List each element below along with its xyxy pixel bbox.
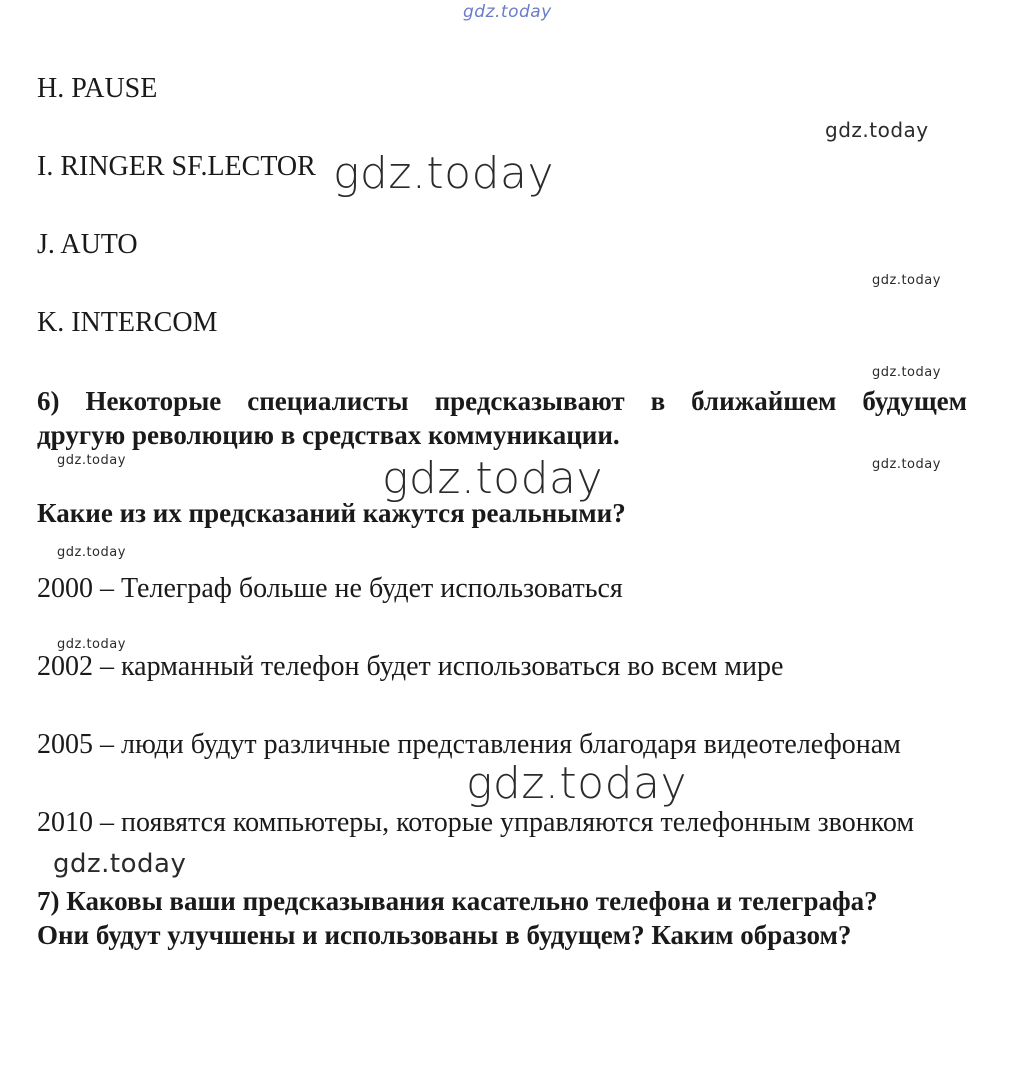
item-i: I. RINGER SF.LECTOR xyxy=(37,151,316,182)
question-6-line-2: другую революцию в средствах коммуникации. xyxy=(37,420,620,450)
prediction-2005: 2005 – люди будут различные представления благодаря видеотелефонам xyxy=(37,729,901,760)
watermark-large-2: gdz.today xyxy=(382,453,604,504)
watermark-large-1: gdz.today xyxy=(333,148,555,199)
watermark-large-3: gdz.today xyxy=(466,758,688,809)
question-6-line-1: 6) Некоторые специалисты предсказывают в ближайшем будущем xyxy=(37,386,967,416)
question-7-line-1: 7) Каковы ваши предсказывания касательно телефона и телеграфа? xyxy=(37,886,878,916)
watermark-right-1: gdz.today xyxy=(825,118,929,142)
question-6-subquestion: Какие из их предсказаний кажутся реальными? xyxy=(37,498,626,528)
watermark-left-4: gdz.today xyxy=(53,849,187,879)
prediction-2000: 2000 – Телеграф больше не будет использоваться xyxy=(37,573,623,604)
item-k: K. INTERCOM xyxy=(37,307,218,338)
watermark-left-1: gdz.today xyxy=(57,453,126,468)
watermark-left-2: gdz.today xyxy=(57,545,126,560)
watermark-top: gdz.today xyxy=(463,2,552,22)
watermark-right-4: gdz.today xyxy=(872,457,941,472)
watermark-left-3: gdz.today xyxy=(57,637,126,652)
item-j: J. AUTO xyxy=(37,229,138,260)
prediction-2010: 2010 – появятся компьютеры, которые управляются телефонным звонком xyxy=(37,807,915,838)
watermark-right-2: gdz.today xyxy=(872,273,941,288)
watermark-right-3: gdz.today xyxy=(872,365,941,380)
prediction-2002: 2002 – карманный телефон будет использоваться во всем мире xyxy=(37,651,784,682)
item-h: H. PAUSE xyxy=(37,73,158,104)
question-7-line-2: Они будут улучшены и использованы в будущем? Каким образом? xyxy=(37,920,852,950)
